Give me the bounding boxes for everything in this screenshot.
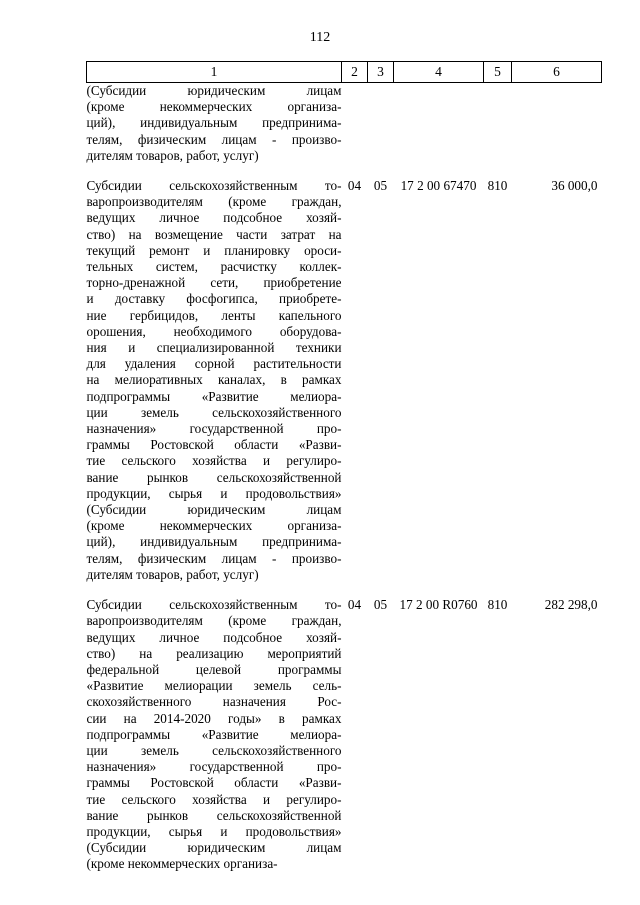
description-line: граммы Ростовской области «Разви- — [86, 437, 342, 453]
budget-table — [86, 61, 602, 873]
description-line: торно-дренажной сети, приобретение — [86, 275, 342, 291]
description-line: и доставку фосфогипса, приобрете- — [86, 291, 342, 307]
column-header: 6 — [512, 62, 602, 83]
description-line: текущий ремонт и планировку ороси- — [86, 242, 342, 258]
description-line: ния и специализированной техники — [86, 340, 342, 356]
description-line: тие сельского хозяйства и регулиро- — [86, 791, 342, 807]
page-number: 112 — [309, 30, 331, 45]
subsection-code: 05 — [373, 597, 388, 613]
description-line: ние гербицидов, ленты капельного — [86, 307, 342, 323]
description-line: продукции, сырья и продовольствия» — [86, 485, 342, 501]
description-line: (Субсидии юридическим лицам — [86, 502, 342, 518]
description-line: продукции, сырья и продовольствия» — [86, 823, 342, 839]
description-line: подпрограммы «Развитие мелиора- — [86, 726, 342, 742]
spacer-cell — [394, 164, 484, 178]
column-header: 1 — [87, 62, 342, 83]
spacer-cell — [484, 164, 512, 178]
description-line: на мелиоративных каналах, в рамках — [86, 372, 342, 388]
description-line: ство) на возмещение части затрат на — [86, 226, 342, 242]
expense-type-code — [484, 83, 512, 165]
amount: 36 000,0 — [551, 178, 598, 194]
column-header: 2 — [342, 62, 368, 83]
expense-type-code: 810 — [487, 178, 508, 194]
description-line: (Субсидии юридическим лицам — [86, 83, 342, 98]
spacer-cell — [87, 164, 342, 178]
description-line: (кроме некоммерческих организа- — [86, 99, 342, 115]
row-description — [87, 597, 342, 872]
description-line: Субсидии сельскохозяйственным то- — [86, 178, 342, 194]
description-line: тельных систем, расчистку коллек- — [86, 259, 342, 275]
description-line: назначения» государственной про- — [86, 759, 342, 775]
table-row — [87, 178, 602, 583]
spacer-cell — [342, 164, 368, 178]
header-row — [87, 62, 602, 83]
amount — [512, 83, 602, 165]
row-spacer — [87, 164, 602, 178]
target-article-code: 17 2 00 R0760 — [399, 597, 478, 613]
expense-type-code: 810 — [487, 597, 508, 613]
subsection-code — [368, 83, 394, 165]
section-code — [342, 83, 368, 165]
amount: 282 298,0 — [544, 597, 598, 613]
section-code: 04 — [347, 597, 362, 613]
description-line: скохозяйственного назначения Рос- — [86, 694, 342, 710]
description-line: (кроме некоммерческих организа- — [86, 518, 342, 534]
description-line: ций), индивидуальным предпринима- — [86, 115, 342, 131]
section-code: 04 — [347, 178, 362, 194]
target-article-code — [394, 83, 484, 165]
description-line: ведущих личное подсобное хозяй- — [86, 210, 342, 226]
description-line: (Субсидии юридическим лицам — [86, 840, 342, 856]
description-line: вание рынков сельскохозяйственной — [86, 469, 342, 485]
description-line: варопроизводителям (кроме граждан, — [86, 613, 342, 629]
description-line: подпрограммы «Развитие мелиора- — [86, 388, 342, 404]
description-line: вание рынков сельскохозяйственной — [86, 807, 342, 823]
target-article-code: 17 2 00 67470 — [400, 178, 477, 194]
description-line: телям, физическим лицам - произво- — [86, 131, 342, 147]
spacer-cell — [368, 164, 394, 178]
spacer-cell — [342, 583, 368, 597]
row-spacer — [87, 583, 602, 597]
description-line: варопроизводителям (кроме граждан, — [86, 194, 342, 210]
table-row — [87, 597, 602, 872]
description-line: ций), индивидуальным предпринима- — [86, 534, 342, 550]
description-line: Субсидии сельскохозяйственным то- — [86, 597, 342, 613]
table-row — [87, 83, 602, 165]
column-header: 5 — [484, 62, 512, 83]
row-description — [87, 178, 342, 583]
spacer-cell — [87, 583, 342, 597]
description-line: (кроме некоммерческих организа- — [86, 856, 278, 872]
spacer-cell — [484, 583, 512, 597]
spacer-cell — [512, 164, 602, 178]
spacer-cell — [394, 583, 484, 597]
column-header: 3 — [368, 62, 394, 83]
row-description — [87, 83, 342, 165]
description-line: ведущих личное подсобное хозяй- — [86, 629, 342, 645]
description-line: ции земель сельскохозяйственного — [86, 404, 342, 420]
description-line: сии на 2014-2020 годы» в рамках — [86, 710, 342, 726]
spacer-cell — [368, 583, 394, 597]
description-line: ство) на реализацию мероприятий — [86, 645, 342, 661]
description-line: федеральной целевой программы — [86, 661, 342, 677]
description-line: телям, физическим лицам - произво- — [86, 550, 342, 566]
description-line: назначения» государственной про- — [86, 421, 342, 437]
description-line: для удаления сорной растительности — [86, 356, 342, 372]
description-line: орошения, необходимого оборудова- — [86, 323, 342, 339]
column-header: 4 — [394, 62, 484, 83]
description-line: тие сельского хозяйства и регулиро- — [86, 453, 342, 469]
description-line: ции земель сельскохозяйственного — [86, 742, 342, 758]
description-line: «Развитие мелиорации земель сель- — [86, 678, 342, 694]
spacer-cell — [512, 583, 602, 597]
description-line: граммы Ростовской области «Разви- — [86, 775, 342, 791]
description-line: дителям товаров, работ, услуг) — [86, 147, 259, 163]
description-line: дителям товаров, работ, услуг) — [86, 566, 259, 582]
subsection-code: 05 — [373, 178, 388, 194]
